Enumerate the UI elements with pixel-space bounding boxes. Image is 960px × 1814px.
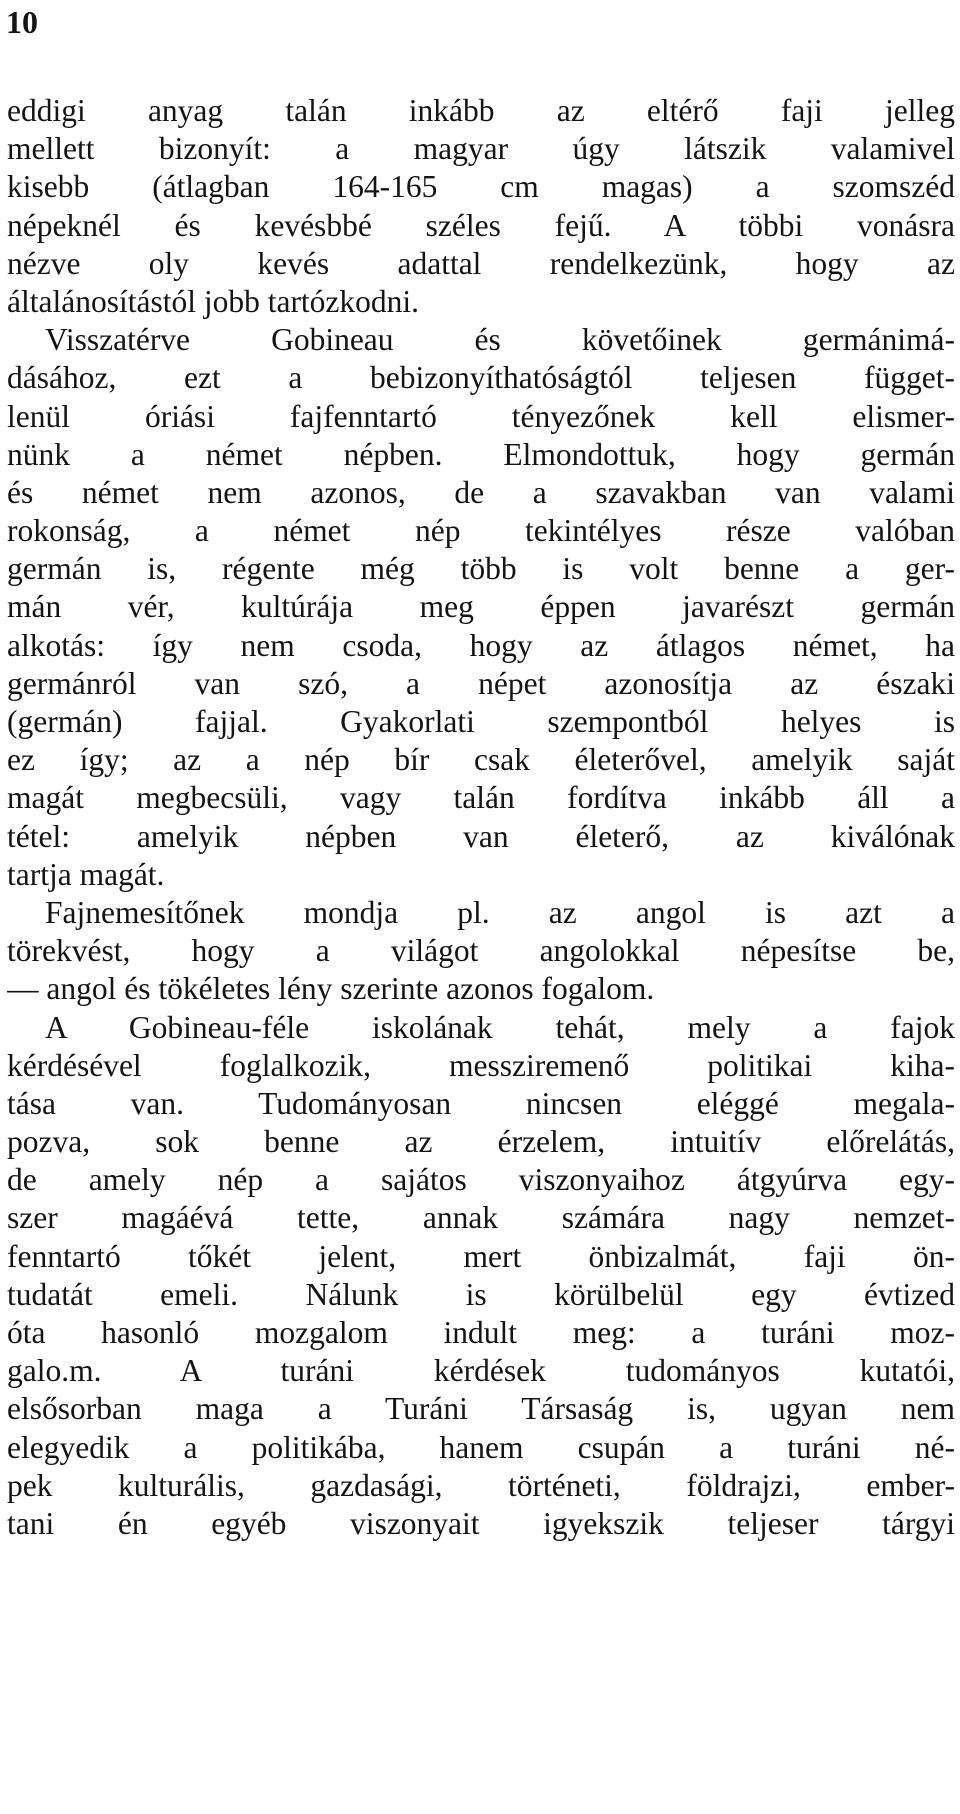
text-line: rokonság, a német nép tekintélyes része valóban	[7, 513, 955, 549]
text-line: és német nem azonos, de a szavakban van valami	[7, 474, 955, 510]
text-line: kérdésével foglalkozik, messziremenő politikai kiha-	[7, 1047, 955, 1083]
text-line: mellett bizonyít: a magyar úgy látszik valamivel	[7, 131, 955, 167]
text-line: Visszatérve Gobineau és követőinek germánimá-	[45, 322, 955, 358]
paragraph	[7, 894, 955, 1009]
text-line: elsősorban maga a Turáni Társaság is, ugyan nem	[7, 1391, 955, 1427]
text-line: germán is, régente még több is volt benne a ger-	[7, 551, 955, 587]
text-line: általánosítástól jobb tartózkodni.	[7, 283, 420, 319]
text-line: magát megbecsüli, vagy talán fordítva inkább áll a	[7, 780, 955, 816]
text-line: tudatát emeli. Nálunk is körülbelül egy évtized	[7, 1276, 955, 1312]
text-line: tétel: amelyik népben van életerő, az kiválónak	[7, 818, 955, 854]
text-line: germánról van szó, a népet azonosítja az északi	[7, 665, 955, 701]
text-line: A Gobineau-féle iskolának tehát, mely a fajok	[45, 1009, 955, 1045]
page-number: 10	[6, 4, 38, 40]
text-line: (germán) fajjal. Gyakorlati szempontból helyes is	[7, 704, 955, 739]
text-line: mán vér, kultúrája meg éppen javarészt germán	[7, 589, 955, 625]
text-line: dásához, ezt a bebizonyíthatóságtól teljesen függet-	[7, 360, 955, 396]
text-line: tani én egyéb viszonyait igyekszik teljeser tárgyi	[7, 1505, 955, 1541]
text-line: nünk a német népben. Elmondottuk, hogy germán	[7, 436, 955, 472]
text-line: lenül óriási fajfenntartó tényezőnek kell elismer-	[7, 398, 955, 434]
text-line: alkotás: így nem csoda, hogy az átlagos német, ha	[7, 627, 955, 663]
text-line: nézve oly kevés adattal rendelkezünk, hogy az	[7, 245, 955, 281]
text-line: galo.m. A turáni kérdések tudományos kutatói,	[7, 1353, 955, 1389]
text-line: népeknél és kevésbbé széles fejű. A többi vonásra	[7, 207, 955, 243]
paragraph	[7, 1009, 955, 1544]
text-line: Fajnemesítőnek mondja pl. az angol is azt a	[45, 894, 955, 930]
text-line: óta hasonló mozgalom indult meg: a turáni moz-	[7, 1315, 955, 1350]
text-line: pek kulturális, gazdasági, történeti, földrajzi, ember-	[7, 1467, 955, 1503]
text-line: fenntartó tőkét jelent, mert önbizalmát, faji ön-	[7, 1238, 955, 1274]
text-line: elegyedik a politikába, hanem csupán a turáni né-	[7, 1429, 955, 1465]
text-line: tartja magát.	[7, 856, 165, 892]
paragraph	[7, 92, 955, 321]
text-line: ez így; az a nép bír csak életerővel, amelyik saját	[7, 742, 955, 778]
text-body	[7, 92, 955, 1543]
text-line: tása van. Tudományosan nincsen eléggé megala-	[7, 1085, 955, 1121]
text-line: pozva, sok benne az érzelem, intuitív előrelátás,	[7, 1124, 955, 1160]
text-line: törekvést, hogy a világot angolokkal népesítse be,	[7, 933, 955, 969]
paragraph	[7, 321, 955, 894]
text-line: szer magáévá tette, annak számára nagy nemzet-	[7, 1200, 955, 1236]
text-line: eddigi anyag talán inkább az eltérő faji jelleg	[7, 93, 955, 128]
text-line: de amely nép a sajátos viszonyaihoz átgyúrva egy-	[7, 1162, 955, 1198]
text-line: kisebb (átlagban 164-165 cm magas) a szomszéd	[7, 169, 955, 205]
text-line: — angol és tökéletes lény szerinte azonos fogalom.	[7, 971, 655, 1007]
